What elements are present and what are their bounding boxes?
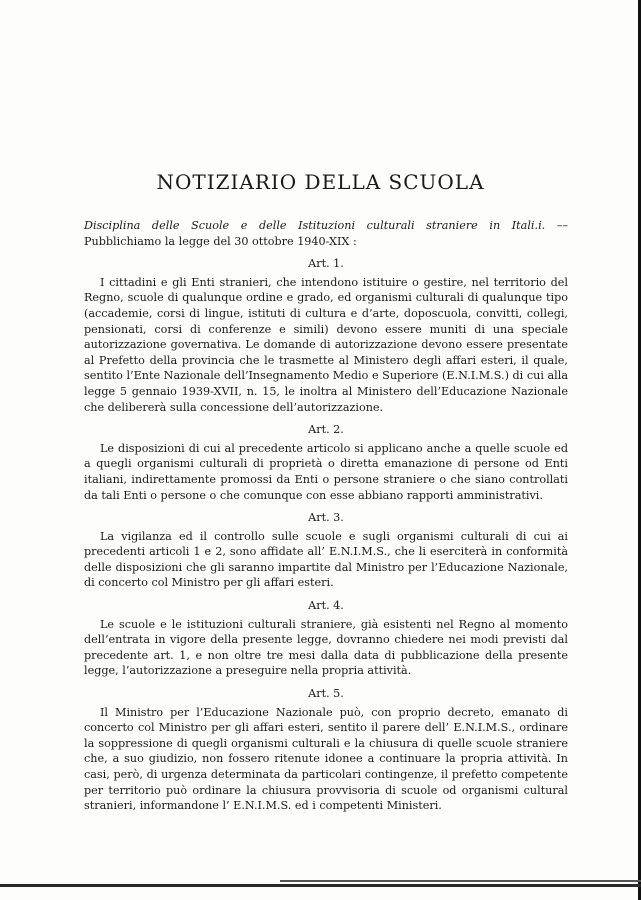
intro-text: –– Pubblichiamo la legge del 30 ottobre 1940-XIX : [84, 219, 568, 248]
page-title: NOTIZIARIO DELLA SCUOLA [156, 170, 485, 194]
article-heading: Art. 4. [308, 599, 344, 613]
intro-italic: Disciplina delle Scuole e delle Istituzioni culturali straniere in Itali.i. [84, 219, 546, 232]
article-heading: Art. 5. [308, 687, 344, 701]
article-text: Il Ministro per l’Educazione Nazionale può, con proprio decreto, emanato di concerto col Ministro per gli affari esteri, sentito il parere dell’ E.N.I.M.S., ordinare la soppressione di quegli organismi culturali e la chiusura di quelle scuole straniere che, a suo giudizio, non fossero ritenute idonee a continuare la propria attività. In casi, però, di urgenza determinata da particolari contingenze, il prefetto competente per territorio può ordinare la chiusura provvisoria di scuole od organismi cultural stranieri, informandone l’ E.N.I.M.S. ed i competenti Ministeri. [84, 705, 568, 813]
article-heading: Art. 1. [308, 257, 344, 271]
intro-paragraph [84, 218, 568, 249]
article-body [84, 218, 568, 814]
article-text: I cittadini e gli Enti stranieri, che intendono istituire o gestire, nel territorio del Regno, scuole di qualunque ordine e grado, ed organismi culturali di qualunque tipo (accademie, corsi di lingue, istituti di cultura e d’arte, doposcuola, convitti, collegi, pensionati, corsi di conferenze e simili) devono essere muniti di una speciale autorizzazione governativa. Le domande di autorizzazione devono essere presentate al Prefetto della provincia che le trasmette al Ministero degli affari esteri, il quale, sentito l’Ente Nazionale dell’Insegnamento Medio e Superiore (E.N.I.M.S.) di cui alla legge 5 gennaio 1939-XVII, n. 15, le inoltra al Ministero dell’Educazione Nazionale che delibererà sulla concessione dell’autorizzazione. [84, 275, 568, 414]
article-text: La vigilanza ed il controllo sulle scuole e sugli organismi culturali di cui ai precedenti articoli 1 e 2, sono affidate all’ E.N.I.M.S., che li eserciterà in conformità delle disposizioni che gli saranno impartite dal Ministro per l’Educazione Nazionale, di concerto col Ministro per gli affari esteri. [84, 529, 568, 590]
scan-bottom-edge [0, 884, 641, 887]
scan-edge-line [280, 880, 641, 882]
article-heading: Art. 3. [308, 511, 344, 525]
article-text: Le scuole e le istituzioni culturali straniere, già esistenti nel Regno al momento dell’entrata in vigore della presente legge, dovranno chiedere nei modi previsti dal precedente art. 1, e non oltre tre mesi dalla data di pubblicazione della presente legge, l’autorizzazione a preseguire nella propria attività. [84, 617, 568, 678]
article-text: Le disposizioni di cui al precedente articolo si applicano anche a quelle scuole ed a quegli organismi culturali di proprietà o diretta emanazione di persone od Enti italiani, indirettamente promossi da Enti o persone straniere o che siano controllati da tali Enti o persone o che comunque con esse abbiano rapporti amministrativi. [84, 441, 568, 502]
article-heading: Art. 2. [308, 423, 344, 437]
